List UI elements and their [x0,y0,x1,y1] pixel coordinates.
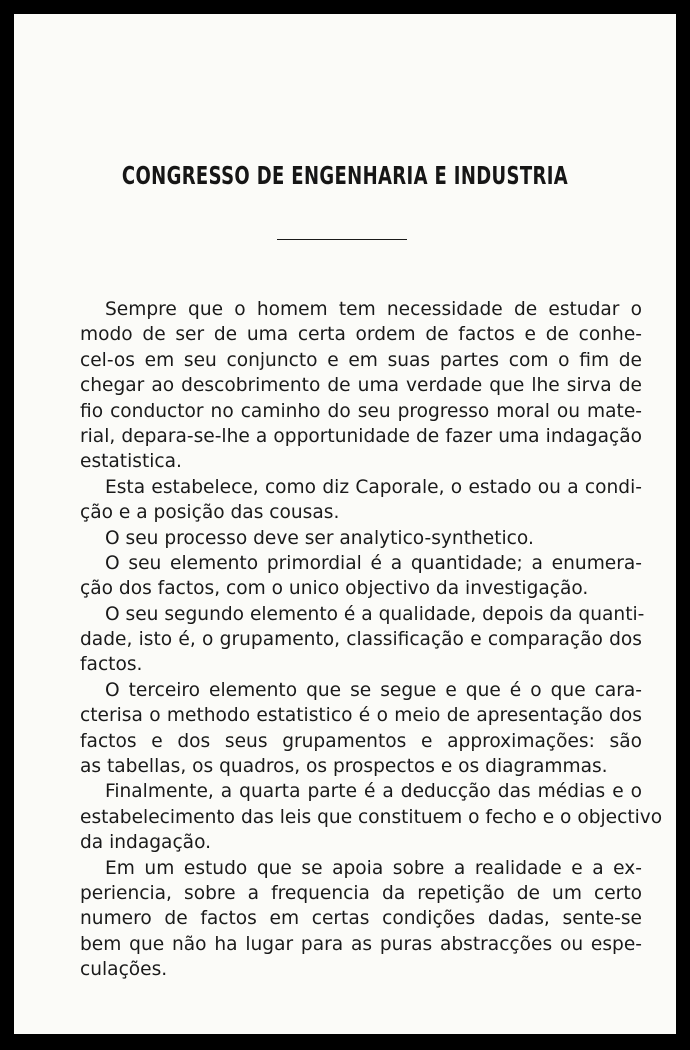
paragraph [80,297,642,475]
text-line: ção e a posição das cousas. [80,502,340,524]
text-line: dade, isto é, o grupamento, classificação e comparação dos [80,629,642,651]
text-line: estabelecimento das leis que constituem o fecho e o objectivo [80,806,663,828]
text-line: modo de ser de uma certa ordem de factos e de conhe- [80,324,642,346]
text-line: rial, depara-se-lhe a opportunidade de fazer uma indagação [80,425,642,447]
text-line: O seu processo deve ser analytico-synthetico. [105,527,534,549]
text-line: Finalmente, a quarta parte é a deducção das médias e o [105,781,642,803]
text-line: cel-os em seu conjuncto e em suas partes com o fim de [80,349,642,371]
text-line: chegar ao descobrimento de uma verdade que lhe sirva de [80,375,642,397]
text-line: fio conductor no caminho do seu progresso moral ou mate- [80,400,642,422]
paragraph [80,551,642,602]
body-text [80,297,663,983]
text-line: factos. [80,654,143,676]
text-line: O terceiro elemento que se segue e que é o que cara- [105,679,642,701]
paragraph [80,602,645,678]
text-line: estatistica. [80,451,182,473]
text-line: cterisa o methodo estatistico é o meio de apresentação dos [80,705,642,727]
paragraph [80,526,642,551]
paragraph [80,779,663,855]
page-title: CONGRESSO DE ENGENHARIA E INDUSTRIA [121,161,569,190]
text-line: O seu elemento primordial é a quantidade; a enumera- [105,552,642,574]
text-line: da indagação. [80,832,212,854]
paragraph [80,856,642,983]
text-line: bem que não ha lugar para as puras abstracções ou espe- [80,933,642,955]
text-line: factos e dos seus grupamentos e approximações: são [80,730,642,752]
text-line: culações. [80,959,168,981]
text-line: numero de factos em certas condições dadas, sente-se [80,908,642,930]
text-line: as tabellas, os quadros, os prospectos e os diagrammas. [80,756,608,778]
text-line: O seu segundo elemento é a qualidade, depois da quanti- [105,603,645,625]
paragraph [80,475,642,526]
text-line: Esta estabelece, como diz Caporale, o estado ou a condi- [105,476,642,498]
text-line: Em um estudo que se apoia sobre a realidade e a ex- [105,857,642,879]
text-line: Sempre que o homem tem necessidade de estudar o [105,299,642,320]
text-line: periencia, sobre a frequencia da repetição de um certo [80,882,642,904]
document-page [14,14,676,1034]
title-divider [277,239,407,240]
paragraph [80,678,642,780]
text-line: ção dos factos, com o unico objectivo da investigação. [80,578,589,600]
